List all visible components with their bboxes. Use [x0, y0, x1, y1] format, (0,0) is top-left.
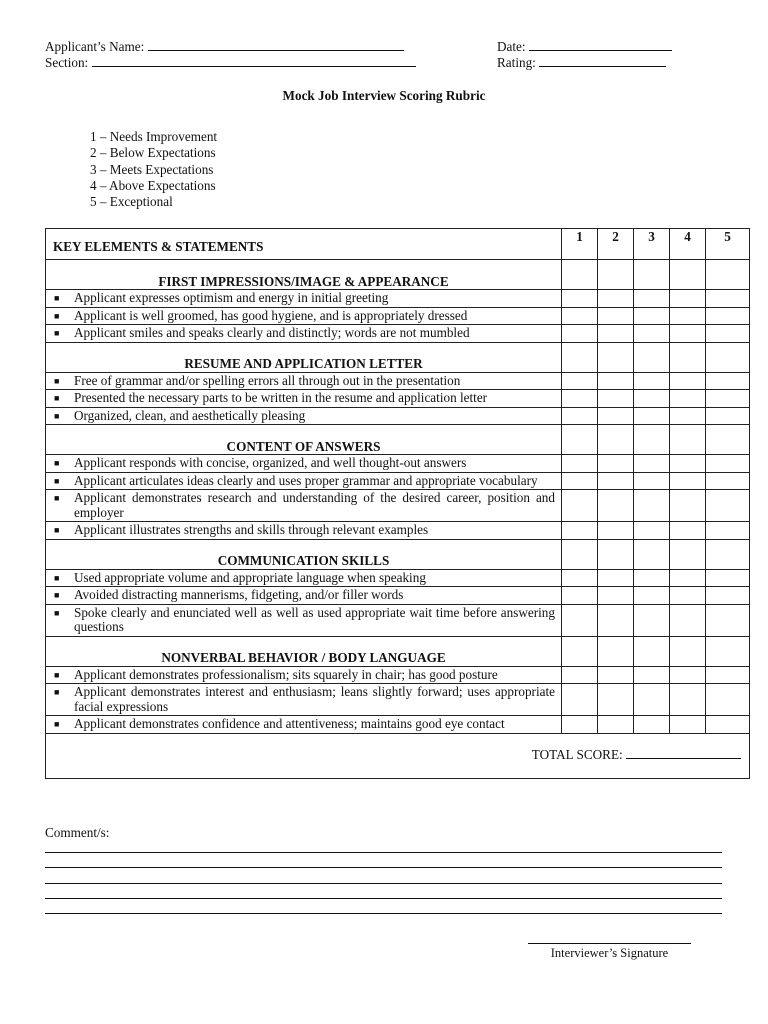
section-title: CONTENT OF ANSWERS: [46, 425, 562, 455]
total-score-blank[interactable]: [626, 747, 741, 759]
total-score-field[interactable]: [46, 733, 750, 778]
item-text: Applicant articulates ideas clearly and uses proper grammar and appropriate vocabulary: [74, 472, 538, 488]
score-cell[interactable]: [634, 569, 670, 587]
table-row: [46, 684, 750, 716]
item-text: Presented the necessary parts to be written in the resume and application letter: [74, 390, 488, 405]
table-row: [46, 716, 750, 734]
item-text: Applicant demonstrates confidence and attentiveness; maintains good eye contact: [74, 716, 505, 731]
score-cell[interactable]: [562, 290, 598, 308]
rating-scale: [90, 129, 217, 210]
score-cell[interactable]: [598, 472, 634, 490]
scale-item: 5 – Exceptional: [90, 194, 173, 210]
table-row: [46, 372, 750, 390]
score-cell[interactable]: [670, 325, 706, 343]
section-title-row: [46, 425, 750, 455]
table-header-row: [46, 229, 750, 260]
score-cell[interactable]: [670, 490, 706, 522]
table-row: [46, 604, 750, 636]
score-cell[interactable]: [634, 716, 670, 734]
score-cell[interactable]: [670, 425, 706, 455]
score-cell[interactable]: [670, 587, 706, 605]
score-cell[interactable]: [670, 390, 706, 408]
applicant-name-label: Applicant’s Name:: [45, 39, 145, 54]
section-field[interactable]: [45, 55, 416, 71]
score-cell[interactable]: [706, 407, 750, 425]
score-cell[interactable]: [706, 636, 750, 666]
table-row: [46, 307, 750, 325]
score-cell[interactable]: [634, 522, 670, 540]
comments-label: Comment/s:: [45, 825, 110, 840]
score-cell[interactable]: [706, 307, 750, 325]
score-cell[interactable]: [598, 569, 634, 587]
score-cell[interactable]: [706, 539, 750, 569]
section-label: Section:: [45, 55, 89, 70]
score-cell[interactable]: [706, 472, 750, 490]
score-cell[interactable]: [598, 666, 634, 684]
bullet-icon: ■: [54, 572, 60, 583]
score-cell[interactable]: [598, 636, 634, 666]
bullet-icon: ■: [54, 525, 60, 535]
score-header-4: 4: [670, 229, 706, 260]
item-text: Free of grammar and/or spelling errors all through out in the presentation: [74, 372, 461, 388]
score-header-5: 5: [706, 229, 750, 260]
score-cell[interactable]: [670, 539, 706, 569]
item-text: Spoke clearly and enunciated well as well as used appropriate wait time before answering questions: [74, 604, 555, 634]
section-title: COMMUNICATION SKILLS: [46, 539, 562, 569]
score-cell[interactable]: [598, 260, 634, 290]
score-cell[interactable]: [706, 425, 750, 455]
score-cell[interactable]: [562, 342, 598, 372]
scoring-rubric-table: [45, 228, 750, 779]
score-cell[interactable]: [634, 539, 670, 569]
score-cell[interactable]: [706, 325, 750, 343]
score-cell[interactable]: [562, 490, 598, 522]
score-cell[interactable]: [562, 587, 598, 605]
date-blank[interactable]: [529, 39, 672, 51]
section-title-row: [46, 342, 750, 372]
bullet-icon: ■: [54, 687, 60, 697]
scale-item: 2 – Below Expectations: [90, 145, 216, 161]
score-cell[interactable]: [634, 290, 670, 308]
section-title-row: [46, 636, 750, 666]
score-cell[interactable]: [670, 636, 706, 666]
score-cell[interactable]: [598, 539, 634, 569]
applicant-name-blank[interactable]: [148, 39, 404, 51]
score-cell[interactable]: [634, 636, 670, 666]
bullet-icon: ■: [54, 719, 60, 729]
comment-line[interactable]: [45, 898, 722, 899]
score-cell[interactable]: [670, 290, 706, 308]
score-cell[interactable]: [598, 407, 634, 425]
score-cell[interactable]: [706, 342, 750, 372]
score-header-2: 2: [598, 229, 634, 260]
score-cell[interactable]: [562, 522, 598, 540]
bullet-icon: ■: [54, 458, 60, 468]
score-cell[interactable]: [562, 425, 598, 455]
score-header-1: 1: [562, 229, 598, 260]
item-text: Applicant demonstrates research and understanding of the desired career, position and employer: [74, 490, 555, 520]
item-text: Applicant demonstrates interest and enthusiasm; leans slightly forward; uses appropriate facial expressions: [74, 684, 555, 714]
score-cell[interactable]: [562, 455, 598, 473]
item-text: Applicant smiles and speaks clearly and distinctly; words are not mumbled: [74, 325, 470, 340]
score-cell[interactable]: [706, 522, 750, 540]
document-title: Mock Job Interview Scoring Rubric: [282, 88, 486, 103]
score-cell[interactable]: [598, 390, 634, 408]
score-cell[interactable]: [598, 290, 634, 308]
score-cell[interactable]: [598, 716, 634, 734]
score-header-3: 3: [634, 229, 670, 260]
score-cell[interactable]: [562, 372, 598, 390]
bullet-icon: ■: [54, 293, 60, 303]
item-text: Applicant illustrates strengths and skills through relevant examples: [74, 522, 429, 537]
score-cell[interactable]: [634, 307, 670, 325]
score-cell[interactable]: [706, 260, 750, 290]
score-cell[interactable]: [706, 666, 750, 684]
score-cell[interactable]: [634, 342, 670, 372]
score-cell[interactable]: [706, 716, 750, 734]
rating-field[interactable]: [497, 55, 666, 71]
item-text: Applicant is well groomed, has good hygiene, and is appropriately dressed: [74, 307, 468, 323]
section-blank[interactable]: [92, 55, 416, 67]
score-cell[interactable]: [706, 390, 750, 408]
score-cell[interactable]: [670, 455, 706, 473]
table-row: [46, 587, 750, 605]
score-cell[interactable]: [562, 539, 598, 569]
score-cell[interactable]: [706, 569, 750, 587]
score-cell[interactable]: [670, 716, 706, 734]
table-row: [46, 472, 750, 490]
score-cell[interactable]: [706, 490, 750, 522]
score-cell[interactable]: [670, 342, 706, 372]
bullet-icon: ■: [54, 607, 60, 618]
total-score-row: [46, 733, 750, 778]
score-cell[interactable]: [634, 390, 670, 408]
score-cell[interactable]: [670, 472, 706, 490]
score-cell[interactable]: [670, 684, 706, 716]
score-cell[interactable]: [634, 490, 670, 522]
score-cell[interactable]: [634, 666, 670, 684]
score-cell[interactable]: [670, 307, 706, 325]
score-cell[interactable]: [562, 569, 598, 587]
score-cell[interactable]: [598, 342, 634, 372]
table-row: [46, 325, 750, 343]
score-cell[interactable]: [706, 290, 750, 308]
bullet-icon: ■: [54, 475, 60, 486]
score-cell[interactable]: [634, 455, 670, 473]
score-cell[interactable]: [562, 472, 598, 490]
item-text: Applicant demonstrates professionalism; sits squarely in chair; has good posture: [74, 666, 498, 682]
signature-line[interactable]: [528, 943, 691, 944]
table-row: [46, 290, 750, 308]
rating-blank[interactable]: [539, 55, 666, 67]
section-title-row: [46, 260, 750, 290]
score-cell[interactable]: [562, 260, 598, 290]
score-cell[interactable]: [634, 325, 670, 343]
date-field[interactable]: [497, 39, 672, 55]
score-cell[interactable]: [598, 604, 634, 636]
score-cell[interactable]: [706, 455, 750, 473]
score-cell[interactable]: [634, 260, 670, 290]
rating-label: Rating:: [497, 55, 536, 70]
item-text: Used appropriate volume and appropriate language when speaking: [74, 569, 426, 585]
section-title: FIRST IMPRESSIONS/IMAGE & APPEARANCE: [46, 260, 562, 290]
bullet-icon: ■: [54, 393, 60, 403]
table-row: [46, 569, 750, 587]
score-cell[interactable]: [670, 666, 706, 684]
score-cell[interactable]: [706, 372, 750, 390]
score-cell[interactable]: [598, 490, 634, 522]
table-row: [46, 522, 750, 540]
section-title-row: [46, 539, 750, 569]
score-cell[interactable]: [598, 455, 634, 473]
comment-line[interactable]: [45, 867, 722, 868]
score-cell[interactable]: [706, 604, 750, 636]
date-label: Date:: [497, 39, 526, 54]
bullet-icon: ■: [54, 310, 60, 321]
score-cell[interactable]: [562, 407, 598, 425]
score-cell[interactable]: [562, 636, 598, 666]
bullet-icon: ■: [54, 328, 60, 338]
score-cell[interactable]: [562, 325, 598, 343]
score-cell[interactable]: [634, 407, 670, 425]
item-text: Applicant responds with concise, organized, and well thought-out answers: [74, 455, 467, 470]
score-cell[interactable]: [634, 684, 670, 716]
score-cell[interactable]: [634, 425, 670, 455]
score-cell[interactable]: [634, 472, 670, 490]
scale-item: 3 – Meets Expectations: [90, 161, 214, 177]
signature-label: Interviewer’s Signature: [550, 946, 669, 960]
score-cell[interactable]: [706, 587, 750, 605]
applicant-name-field[interactable]: [45, 39, 404, 55]
score-cell[interactable]: [598, 522, 634, 540]
score-cell[interactable]: [670, 372, 706, 390]
score-cell[interactable]: [598, 307, 634, 325]
table-row: [46, 490, 750, 522]
bullet-icon: ■: [54, 590, 60, 600]
score-cell[interactable]: [562, 716, 598, 734]
score-cell[interactable]: [670, 407, 706, 425]
table-row: [46, 390, 750, 408]
comment-line[interactable]: [45, 852, 722, 853]
item-text: Organized, clean, and aesthetically pleasing: [74, 407, 306, 423]
score-cell[interactable]: [598, 587, 634, 605]
score-cell[interactable]: [706, 684, 750, 716]
score-cell[interactable]: [562, 307, 598, 325]
comment-line[interactable]: [45, 913, 722, 914]
table-row: [46, 455, 750, 473]
key-elements-header: KEY ELEMENTS & STATEMENTS: [46, 229, 562, 260]
score-cell[interactable]: [562, 390, 598, 408]
item-text: Avoided distracting mannerisms, fidgeting, and/or filler words: [74, 587, 404, 602]
score-cell[interactable]: [634, 604, 670, 636]
comment-line[interactable]: [45, 883, 722, 884]
scale-item: 4 – Above Expectations: [90, 177, 216, 193]
score-cell[interactable]: [562, 684, 598, 716]
bullet-icon: ■: [54, 375, 60, 386]
score-cell[interactable]: [670, 260, 706, 290]
score-cell[interactable]: [670, 604, 706, 636]
item-text: Applicant expresses optimism and energy in initial greeting: [74, 290, 389, 305]
score-cell[interactable]: [634, 372, 670, 390]
bullet-icon: ■: [54, 493, 60, 503]
score-cell[interactable]: [670, 522, 706, 540]
score-cell[interactable]: [562, 666, 598, 684]
table-row: [46, 407, 750, 425]
score-cell[interactable]: [634, 587, 670, 605]
score-cell[interactable]: [562, 604, 598, 636]
section-title: NONVERBAL BEHAVIOR / BODY LANGUAGE: [46, 636, 562, 666]
table-row: [46, 666, 750, 684]
score-cell[interactable]: [598, 372, 634, 390]
score-cell[interactable]: [598, 325, 634, 343]
score-cell[interactable]: [598, 425, 634, 455]
bullet-icon: ■: [54, 669, 60, 680]
score-cell[interactable]: [598, 684, 634, 716]
scale-item: 1 – Needs Improvement: [90, 129, 218, 144]
section-title: RESUME AND APPLICATION LETTER: [46, 342, 562, 372]
total-score-label: TOTAL SCORE:: [531, 746, 623, 762]
score-cell[interactable]: [670, 569, 706, 587]
bullet-icon: ■: [54, 410, 60, 421]
